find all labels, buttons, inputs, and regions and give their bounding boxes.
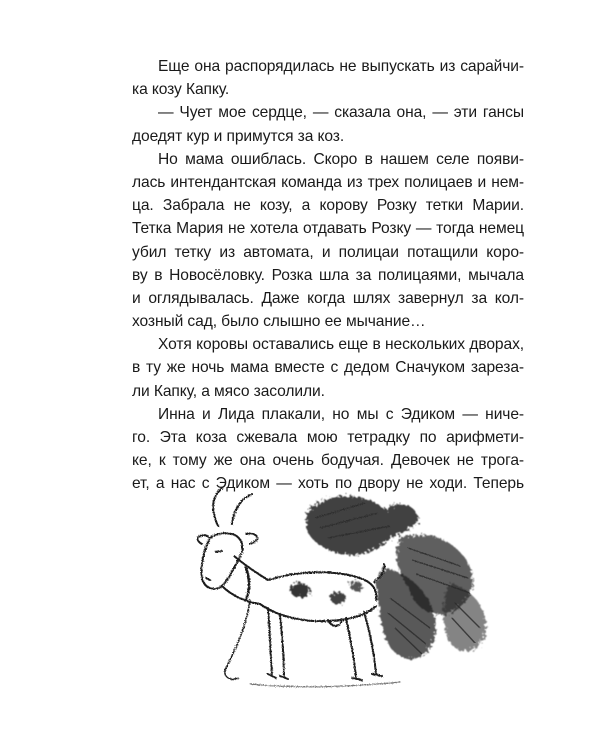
text-line: — Чует мое сердце, — сказала она, — эти гансы xyxy=(158,104,524,122)
charcoal-smudge xyxy=(443,583,486,651)
text-line: ка козу Капку. xyxy=(132,81,230,99)
text-line: лась интендантская команда из трех полицаев и нем- xyxy=(132,173,524,191)
text-line: Но мама ошиблась. Скоро в нашем селе появи- xyxy=(158,150,524,168)
text-line: ца. Забрала не козу, а корову Розку тетки Марии. xyxy=(132,197,524,215)
text-line: доедят кур и примутся за коз. xyxy=(132,127,345,145)
goat-spots xyxy=(290,581,362,604)
text-line: ке, к тому же она очень бодучая. Девочек не трога- xyxy=(132,452,524,470)
text-line: ли Капку, а мясо засолили. xyxy=(132,382,325,400)
text-line: Инна и Лида плакали, но мы с Эдиком — ниче- xyxy=(158,405,524,423)
charcoal-smudge-group xyxy=(306,496,486,659)
goat-illustration xyxy=(150,478,510,718)
text-line: хозный сад, было слышно ее мычание… xyxy=(132,313,426,331)
text-line: в ту же ночь мама вместе с дедом Сначуком зареза- xyxy=(132,359,524,377)
text-line: ву в Новосёловку. Розка шла за полицаями, мычала xyxy=(132,266,524,284)
text-line: го. Эта коза сжевала мою тетрадку по арифмети- xyxy=(132,429,524,446)
text-line: ет, а нас с Эдиком — хоть по двору не ходи. Теперь xyxy=(132,475,524,493)
text-line: Тетка Мария не хотела отдавать Розку — тогда немец xyxy=(132,220,524,238)
text-line: Хотя коровы оставались еще в нескольких дворах, xyxy=(158,336,524,354)
page-text xyxy=(132,55,524,496)
text-line: Еще она распорядилась не выпускать из сарайчи- xyxy=(158,58,524,75)
text-line: убил тетку из автомата, и полицаи потащили коро- xyxy=(132,243,524,261)
text-line: и оглядывалась. Даже когда шлях завернул за кол- xyxy=(132,289,524,307)
